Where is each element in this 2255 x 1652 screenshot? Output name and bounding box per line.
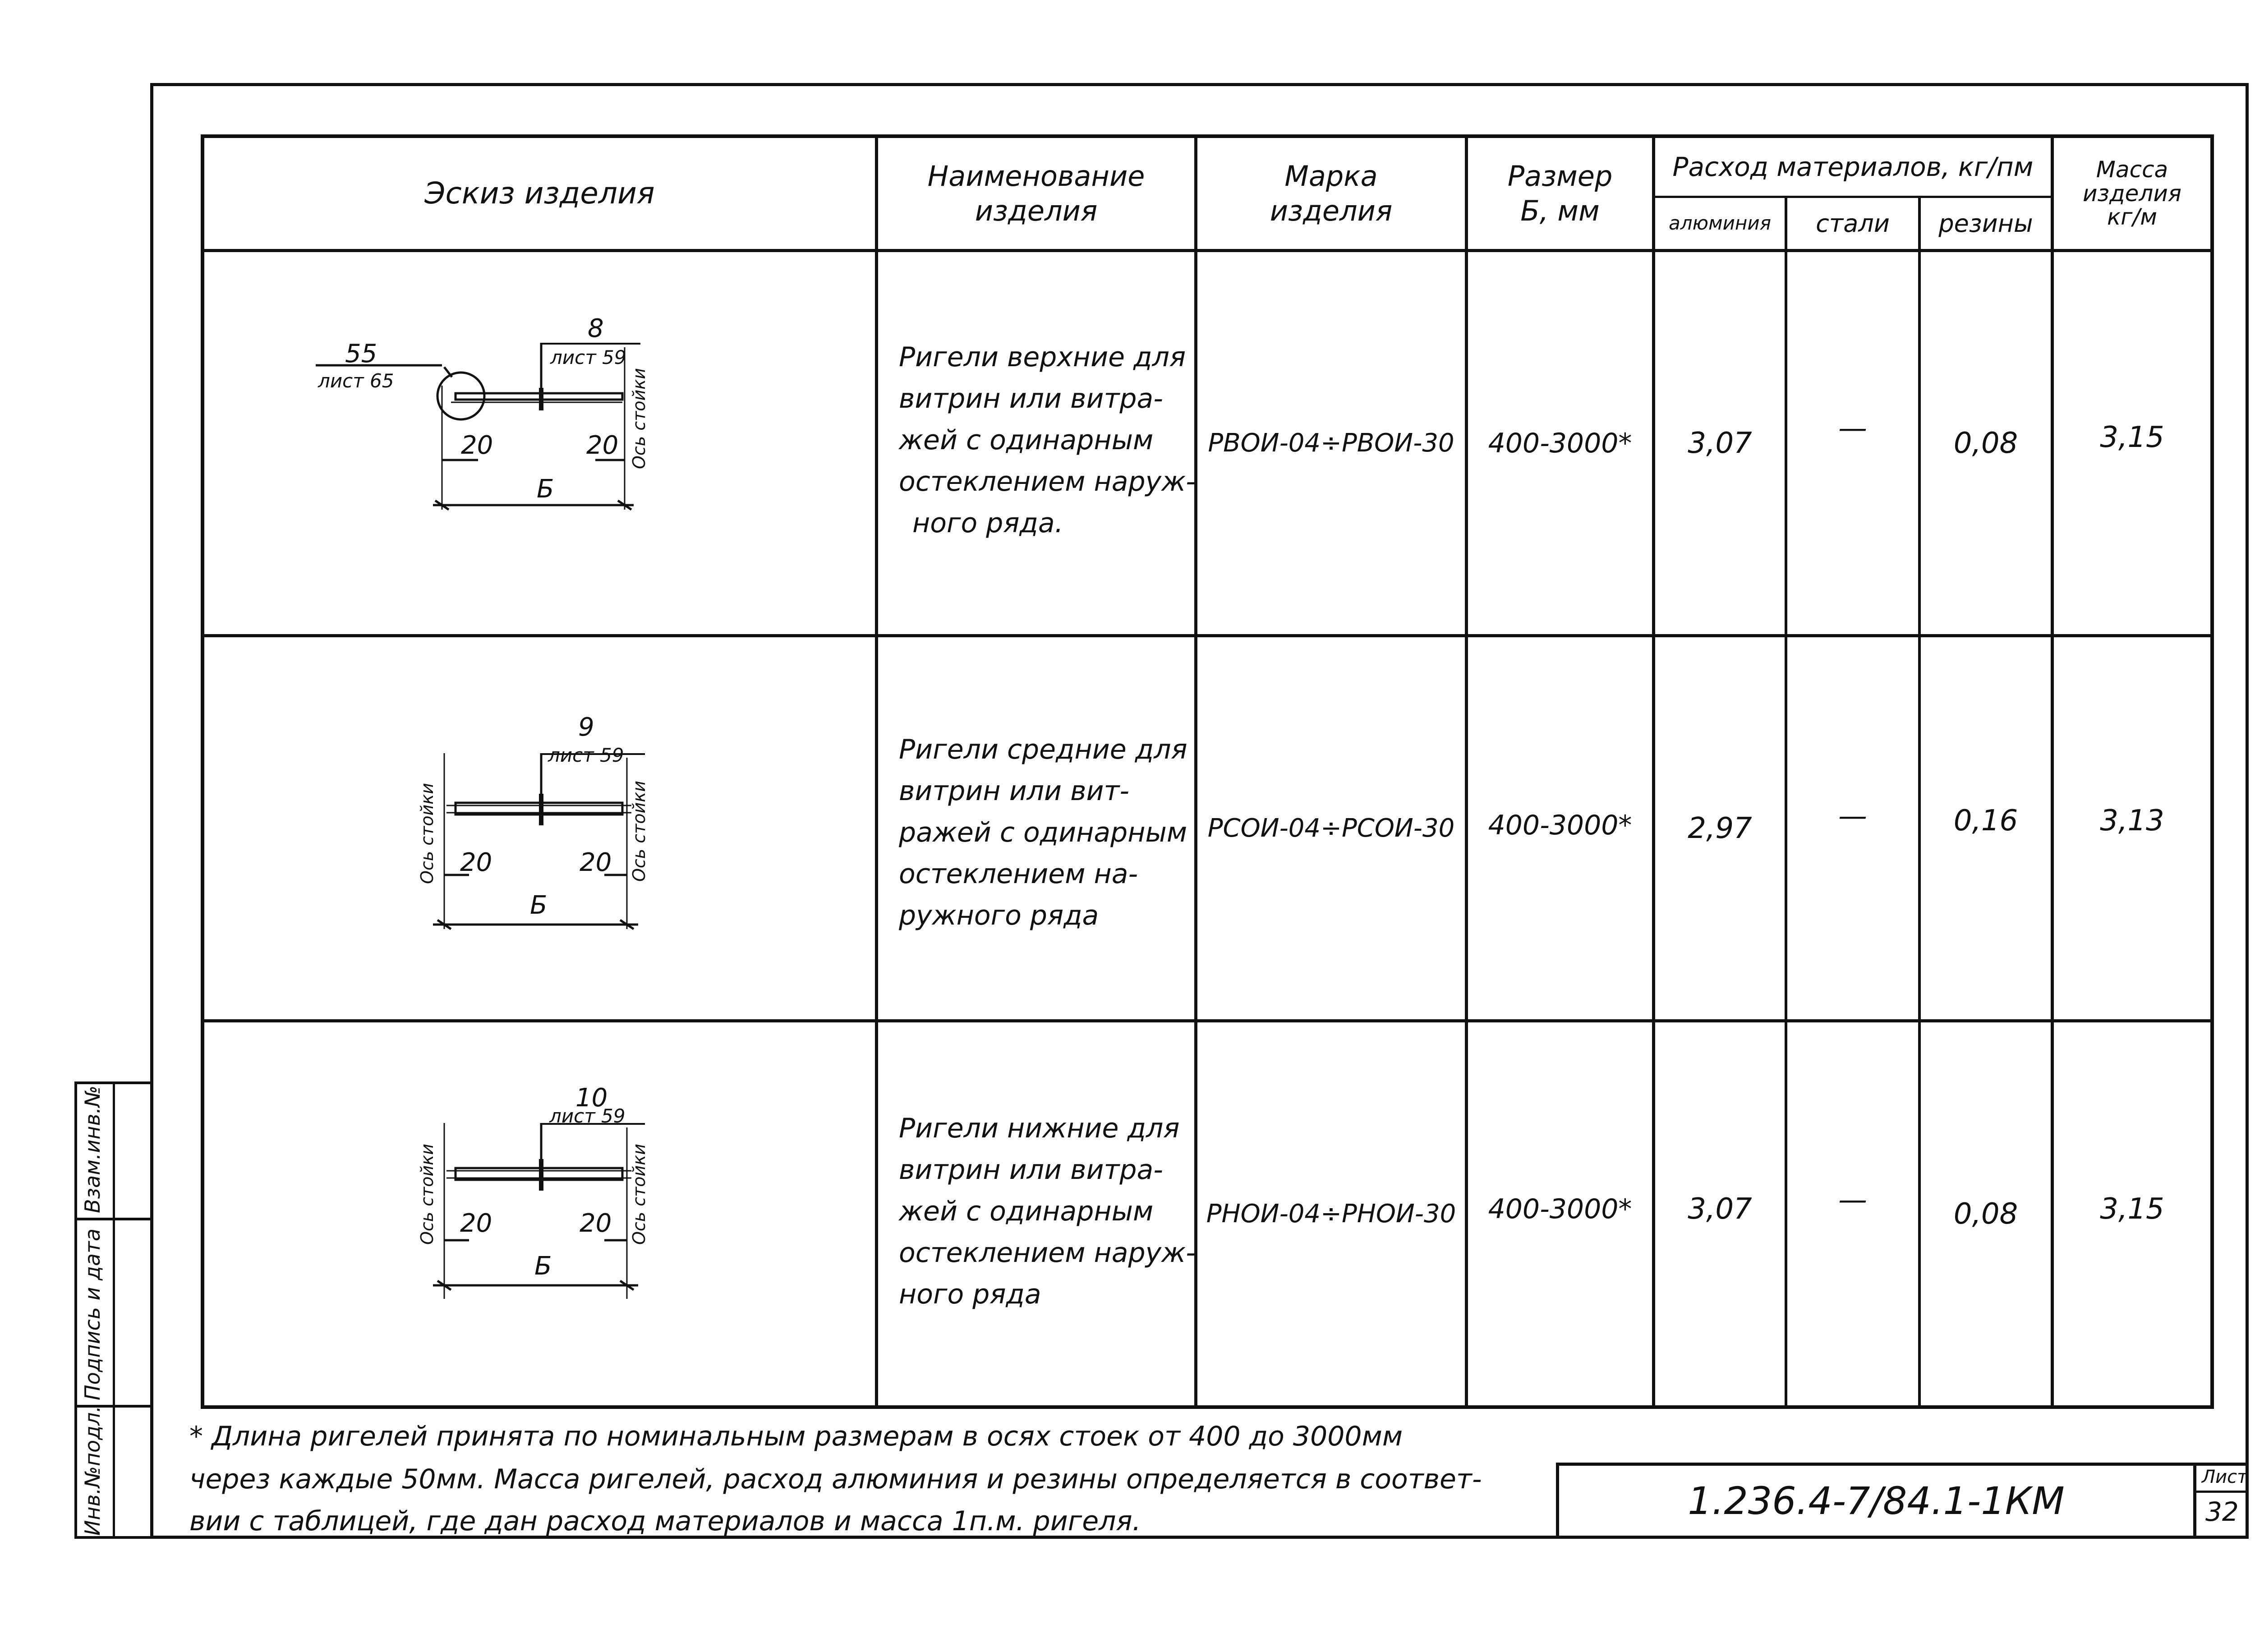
row2-mark: РСОИ-04÷РСОИ-30 — [1207, 814, 1455, 843]
sketch1-left-dim: 20 — [461, 431, 493, 460]
sketch2-right-dim: 20 — [580, 848, 612, 877]
row3-rubber: 0,08 — [1953, 1197, 2018, 1231]
header-rubber: резины — [1938, 209, 2033, 238]
row3-steel: — — [1838, 1183, 1867, 1217]
sketch2-ref-num: 9 — [578, 713, 594, 742]
row3-aluminium: 3,07 — [1688, 1192, 1752, 1226]
row1-aluminium: 3,07 — [1688, 426, 1752, 460]
row1-name: Ригели верхние для витрин или витра- жей с одинарным остеклением наруж- ного ряда. — [899, 341, 1196, 539]
footnote-line-3: вии с таблицей, где дан расход материалов и масса 1п.м. ригеля. — [189, 1505, 1141, 1537]
sheet-number: 32 — [2205, 1496, 2239, 1527]
sketch1-right-dim: 20 — [586, 431, 619, 460]
sketch3-axis-right: Ось стойки — [629, 1144, 649, 1245]
row2-aluminium: 2,97 — [1688, 811, 1752, 845]
sheet-box — [2196, 1463, 2249, 1539]
row1-mark: РВОИ-04÷РВОИ-30 — [1208, 428, 1454, 458]
header-mass: Масса изделия кг/м — [2083, 156, 2181, 230]
sketch3-span: Б — [534, 1252, 552, 1281]
sketch1-span: Б — [537, 474, 554, 504]
sketch3-ref-num: 10 — [575, 1083, 608, 1113]
sheet-label: Лист — [2202, 1467, 2248, 1487]
footnote-line-2: через каждые 50мм. Масса ригелей, расход алюминия и резины определяется в соответ- — [189, 1463, 1482, 1495]
drawing-code: 1.236.4-7/84.1-1КМ — [1556, 1463, 2196, 1539]
sketch2-ref-sheet: лист 59 — [548, 744, 624, 766]
row2-rubber: 0,16 — [1953, 804, 2018, 838]
sketch2-span: Б — [530, 891, 548, 920]
row1-steel: — — [1838, 411, 1867, 445]
sketch1-ref-num: 8 — [588, 314, 604, 343]
sketch2-axis-right: Ось стойки — [629, 781, 649, 882]
strip-label-sign-date: Подпись и дата — [80, 1228, 105, 1400]
header-sketch: Эскиз изделия — [424, 175, 655, 211]
row2-steel: — — [1838, 799, 1867, 833]
sketch3-left-dim: 20 — [460, 1209, 492, 1238]
strip-label-inv-orig: Инв.№подл. — [80, 1405, 105, 1536]
header-name: Наименование изделия — [927, 159, 1145, 227]
row2-mass: 3,13 — [2100, 804, 2164, 838]
header-aluminium: алюминия — [1669, 212, 1771, 235]
row2-size: 400-3000* — [1488, 809, 1632, 841]
header-size: Размер Б, мм — [1507, 159, 1613, 227]
row1-rubber: 0,08 — [1953, 426, 2018, 460]
sketch1-axis-label: Ось стойки — [629, 368, 649, 469]
row1-size: 400-3000* — [1488, 427, 1632, 459]
row3-size: 400-3000* — [1488, 1193, 1632, 1225]
header-steel: стали — [1816, 209, 1890, 238]
sketch1-ref-sheet: лист 59 — [550, 346, 626, 368]
header-consumption: Расход материалов, кг/пм — [1672, 151, 2034, 182]
strip-label-inv-replace: Взам.инв.№ — [80, 1085, 105, 1213]
footnote-line-1: * Длина ригелей принята по номинальным размерам в осях стоек от 400 до 3000мм — [189, 1421, 1403, 1452]
sketch2-left-dim: 20 — [460, 848, 492, 877]
sketch1-callout-num: 55 — [345, 339, 377, 368]
header-mark: Марка изделия — [1270, 159, 1393, 227]
row3-mark: РНОИ-04÷РНОИ-30 — [1206, 1199, 1456, 1229]
sketch3-right-dim: 20 — [580, 1209, 612, 1238]
row1-mass: 3,15 — [2100, 420, 2164, 454]
sketch1-callout-sheet: лист 65 — [318, 370, 394, 392]
sketch3-axis-left: Ось стойки — [417, 1144, 437, 1245]
row3-name: Ригели нижние для витрин или витра- жей с одинарным остеклением наруж- ного ряда — [899, 1113, 1196, 1310]
sketch2-axis-left: Ось стойки — [417, 783, 437, 884]
sketch3-ref-sheet: лист 59 — [549, 1105, 626, 1127]
row3-mass: 3,15 — [2100, 1192, 2164, 1226]
row2-name: Ригели средние для витрин или вит- ражей с одинарным остеклением на- ружного ряда — [899, 734, 1187, 931]
